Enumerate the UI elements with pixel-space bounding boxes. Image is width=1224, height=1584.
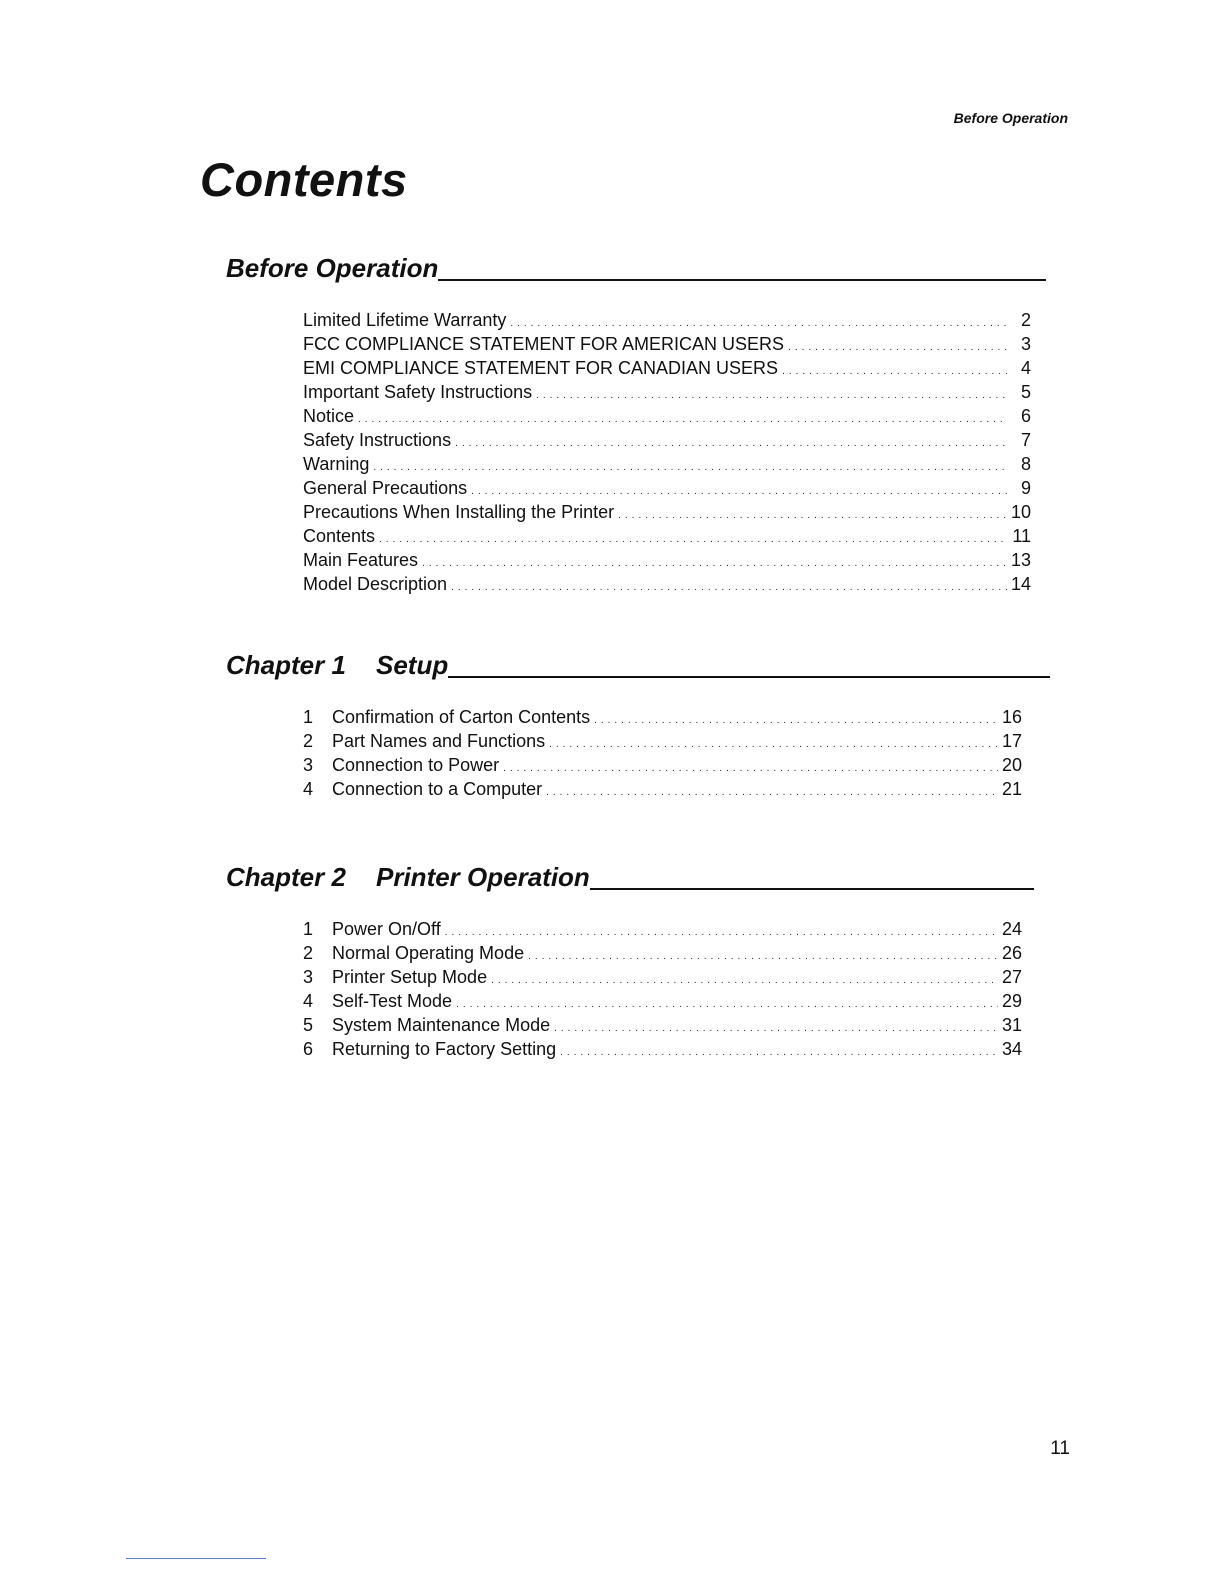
toc-entry-page: 9	[1020, 478, 1031, 498]
toc-entry[interactable]	[303, 332, 1031, 356]
toc-entry[interactable]	[303, 572, 1031, 596]
toc-entry-label: FCC COMPLIANCE STATEMENT FOR AMERICAN USERS	[303, 334, 785, 354]
toc-entry-label: Self-Test Mode	[332, 991, 453, 1011]
toc-entry-label: General Precautions	[303, 478, 468, 498]
chapter-label: Chapter 1	[226, 650, 346, 680]
toc-entry-page: 14	[1010, 574, 1031, 594]
toc-entry-page: 17	[1001, 731, 1022, 751]
toc-entry-label: Notice	[303, 406, 355, 426]
toc-entry-page: 34	[1001, 1039, 1022, 1059]
toc-entry-label: Main Features	[303, 550, 419, 570]
toc-entry-page: 21	[1001, 779, 1022, 799]
section-chapter-2	[226, 859, 1034, 1061]
scan-artifact-line	[126, 1558, 266, 1559]
page-title: Contents	[200, 153, 408, 206]
toc-entry-page: 4	[1020, 358, 1031, 378]
toc-entry-page: 16	[1001, 707, 1022, 727]
toc-entry-page: 27	[1001, 967, 1022, 987]
toc-entry[interactable]	[303, 753, 1022, 777]
toc-entry-number: 4	[303, 779, 314, 799]
page-number: 11	[1050, 1438, 1070, 1459]
toc-entry-number: 2	[303, 731, 314, 751]
toc-entry-page: 20	[1001, 755, 1022, 775]
section-title: Setup	[376, 650, 449, 680]
toc-entry-label: Safety Instructions	[303, 430, 452, 450]
toc-list	[303, 308, 1031, 596]
toc-entry-page: 7	[1020, 430, 1031, 450]
toc-entry-page: 6	[1020, 406, 1031, 426]
toc-entry[interactable]	[303, 428, 1031, 452]
toc-entry-number: 3	[303, 755, 314, 775]
section-title: Before Operation	[226, 253, 439, 283]
toc-entry-page: 29	[1001, 991, 1022, 1011]
heading-rule	[590, 887, 1034, 890]
heading-rule	[448, 675, 1050, 678]
toc-entry-number: 1	[303, 707, 314, 727]
toc-entry[interactable]	[303, 917, 1022, 941]
toc-entry[interactable]	[303, 452, 1031, 476]
toc-entry-label: Connection to a Computer	[332, 779, 543, 799]
toc-entry[interactable]	[303, 777, 1022, 801]
toc-entry-label: Power On/Off	[332, 919, 441, 939]
section-before-operation	[226, 250, 1046, 596]
toc-entry-label: Important Safety Instructions	[303, 382, 533, 402]
toc-entry-page: 11	[1012, 526, 1031, 546]
toc-entry-label: Normal Operating Mode	[332, 943, 525, 963]
toc-entry-page: 8	[1020, 454, 1031, 474]
toc-entry-label: Connection to Power	[332, 755, 500, 775]
section-title: Printer Operation	[376, 862, 590, 892]
toc-entry[interactable]	[303, 308, 1031, 332]
toc-entry[interactable]	[303, 380, 1031, 404]
toc-entry-page: 24	[1001, 919, 1022, 939]
chapter-label: Chapter 2	[226, 862, 346, 892]
toc-entry-label: Model Description	[303, 574, 448, 594]
toc-entry[interactable]	[303, 1037, 1022, 1061]
running-header: Before Operation	[953, 110, 1068, 126]
toc-entry-page: 13	[1010, 550, 1031, 570]
toc-entry-number: 3	[303, 967, 314, 987]
toc-entry-page: 10	[1010, 502, 1031, 522]
section-chapter-1	[226, 647, 1050, 801]
toc-entry[interactable]	[303, 729, 1022, 753]
section-heading	[226, 250, 1046, 284]
toc-entry-label: Printer Setup Mode	[332, 967, 488, 987]
toc-entry-label: EMI COMPLIANCE STATEMENT FOR CANADIAN USERS	[303, 358, 779, 378]
heading-rule	[438, 278, 1046, 281]
toc-entry-number: 4	[303, 991, 314, 1011]
toc-entry[interactable]	[303, 941, 1022, 965]
toc-entry[interactable]	[303, 548, 1031, 572]
toc-entry[interactable]	[303, 1013, 1022, 1037]
toc-entry-number: 6	[303, 1039, 314, 1059]
leader-dots	[560, 1037, 998, 1065]
toc-entry-number: 5	[303, 1015, 314, 1035]
toc-entry-page: 2	[1020, 310, 1031, 330]
toc-entry-label: Warning	[303, 454, 370, 474]
toc-entry-page: 5	[1020, 382, 1031, 402]
toc-entry-number: 2	[303, 943, 314, 963]
section-heading	[226, 647, 1050, 681]
toc-entry[interactable]	[303, 356, 1031, 380]
toc-entry[interactable]	[303, 524, 1031, 548]
toc-entry-page: 31	[1001, 1015, 1022, 1035]
section-heading	[226, 859, 1034, 893]
toc-entry-label: System Maintenance Mode	[332, 1015, 551, 1035]
toc-list	[303, 917, 1022, 1061]
toc-entry[interactable]	[303, 705, 1022, 729]
toc-list	[303, 705, 1022, 801]
leader-dots	[451, 572, 1007, 600]
toc-entry[interactable]	[303, 404, 1031, 428]
toc-entry[interactable]	[303, 965, 1022, 989]
leader-dots	[546, 777, 998, 805]
toc-entry-label: Precautions When Installing the Printer	[303, 502, 615, 522]
toc-entry-label: Contents	[303, 526, 376, 546]
toc-entry[interactable]	[303, 476, 1031, 500]
toc-entry-label: Returning to Factory Setting	[332, 1039, 557, 1059]
toc-entry-page: 26	[1001, 943, 1022, 963]
toc-entry-label: Confirmation of Carton Contents	[332, 707, 591, 727]
toc-entry[interactable]	[303, 500, 1031, 524]
toc-entry-number: 1	[303, 919, 314, 939]
toc-entry[interactable]	[303, 989, 1022, 1013]
toc-entry-label: Part Names and Functions	[332, 731, 546, 751]
toc-entry-label: Limited Lifetime Warranty	[303, 310, 507, 330]
toc-entry-page: 3	[1020, 334, 1031, 354]
